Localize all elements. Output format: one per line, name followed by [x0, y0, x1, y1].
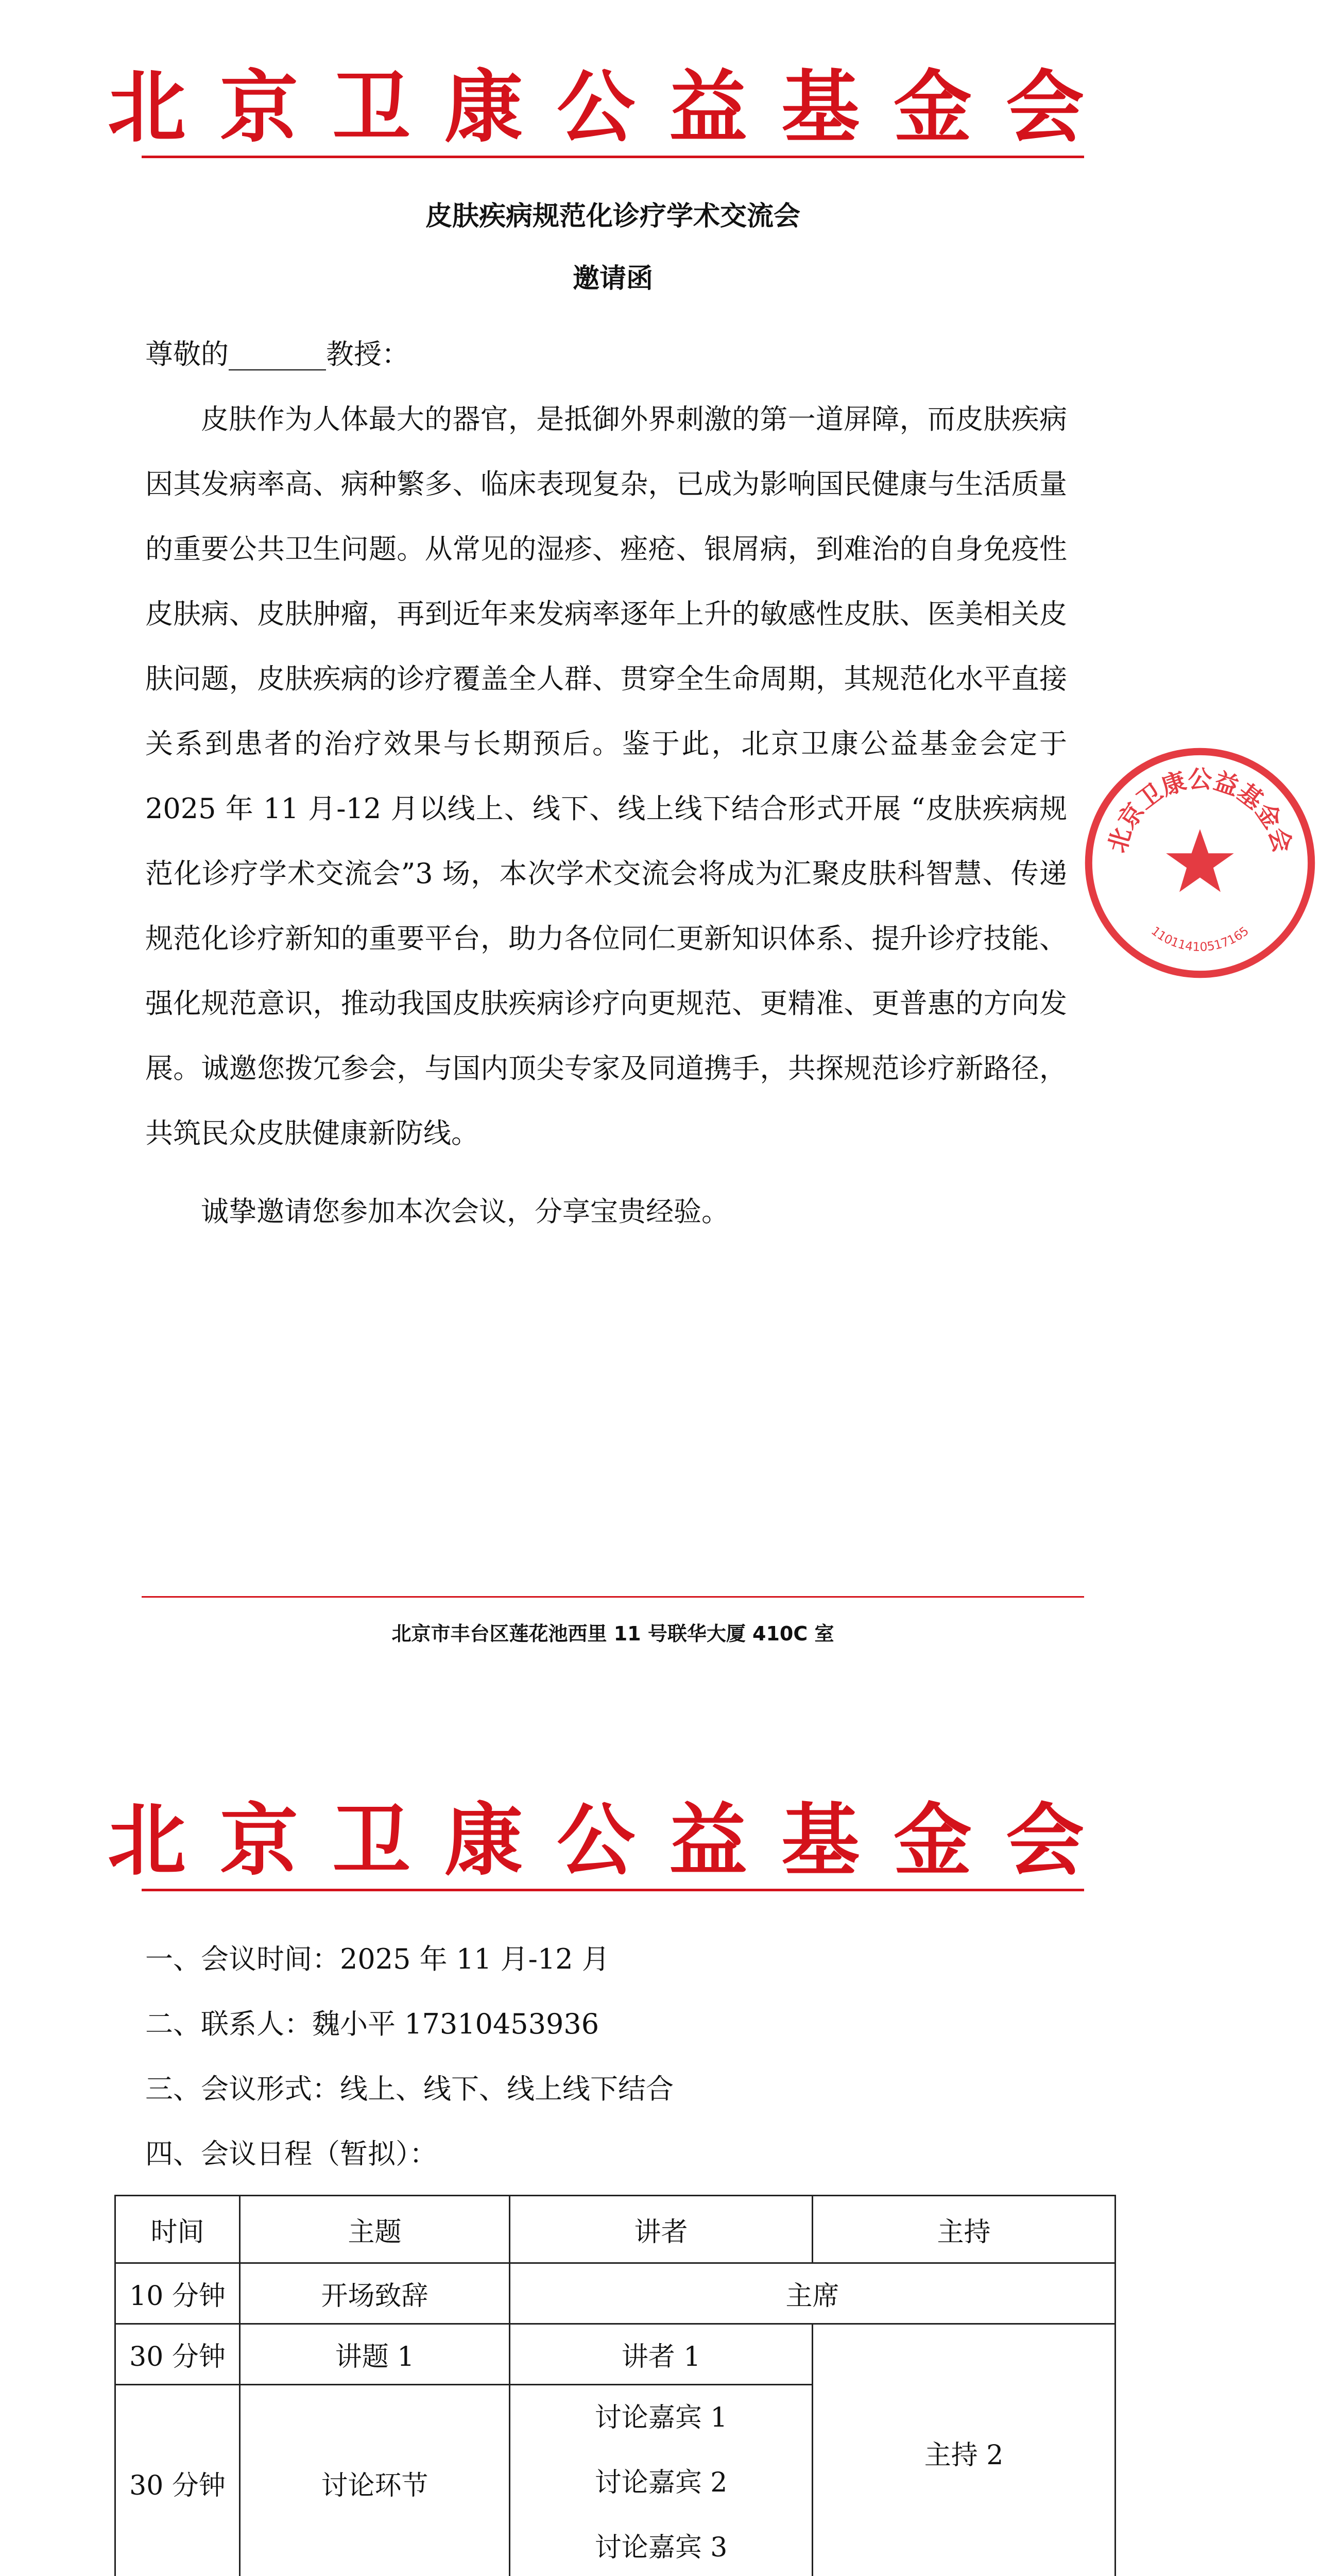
speaker-cell: 主席	[510, 2263, 1116, 2324]
topic-cell: 讨论环节	[240, 2385, 510, 2576]
letter-body	[145, 322, 1067, 1244]
host-cell: 主持 2	[813, 2324, 1116, 2576]
letterhead-title: 北京卫康公益基金会	[108, 61, 1118, 153]
table-row	[115, 2324, 1116, 2385]
letterhead-rule	[142, 1889, 1084, 1891]
invitation-paragraph: 皮肤作为人体最大的器官，是抵御外界刺激的第一道屏障，而皮肤疾病因其发病率高、病种繁多、临床表现复杂，已成为影响国民健康与生活质量的重要公共卫生问题。从常见的湿疹、痤疮、银屑病，到难治的自身免疫性皮肤病、皮肤肿瘤，再到近年来发病率逐年上升的敏感性皮肤、医美相关皮肤问题，皮肤疾病的诊疗覆盖全人群、贯穿全生命周期，其规范化水平直接关系到患者的治疗效果与长期预后。鉴于此，北京卫康公益基金会定于 2025 年 11 月-12 月以线上、线下、线上线下结合形式开展 “皮肤疾病规范化诊疗学术交流会”3 场，本次学术交流会将成为汇聚皮肤科智慧、传递规范化诊疗新知的重要平台，助力各位同仁更新知识体系、提升诊疗技能、强化规范意识，推动我国皮肤疾病诊疗向更规范、更精准、更普惠的方向发展。诚邀您拨冗参会，与国内顶尖专家及同道携手，共探规范诊疗新路径，共筑民众皮肤健康新防线。	[145, 403, 1067, 1149]
seal-text: 北京卫康公益基金会	[1103, 766, 1297, 856]
time-cell: 30 分钟	[115, 2324, 240, 2385]
topic-cell: 开场致辞	[240, 2263, 510, 2324]
time-cell: 30 分钟	[115, 2385, 240, 2576]
time-cell: 10 分钟	[115, 2263, 240, 2324]
seal-number: 11011410517165	[1148, 923, 1251, 955]
document-title: 皮肤疾病规范化诊疗学术交流会	[425, 201, 800, 232]
header-cell: 讲者	[510, 2196, 813, 2263]
topic-cell: 讲题 1	[240, 2324, 510, 2385]
agenda-table	[114, 2195, 1116, 2576]
guest-name: 讨论嘉宾 3	[594, 2532, 728, 2563]
meeting-format: 三、会议形式：线上、线下、线上线下结合	[145, 2073, 674, 2105]
header-cell: 时间	[115, 2196, 240, 2263]
guest-name: 讨论嘉宾 1	[594, 2402, 728, 2433]
header-cell: 主题	[240, 2196, 510, 2263]
footer-address: 北京市丰台区莲花池西里 11 号联华大厦 410C 室	[391, 1622, 834, 1645]
letterhead-rule	[142, 156, 1084, 158]
footer-rule	[142, 1596, 1084, 1598]
document-subtitle: 邀请函	[572, 263, 653, 294]
guest-name: 讨论嘉宾 2	[594, 2467, 728, 2498]
guests-cell	[510, 2385, 813, 2576]
table-row	[115, 2263, 1116, 2324]
greeting: 尊敬的_______教授：	[145, 338, 409, 370]
closing-line: 诚挚邀请您参加本次会议，分享宝贵经验。	[201, 1195, 729, 1228]
speaker-cell: 讲者 1	[510, 2324, 813, 2385]
header-cell: 主持	[813, 2196, 1116, 2263]
meeting-contact: 二、联系人：魏小平 17310453936	[145, 2008, 599, 2040]
meeting-time: 一、会议时间：2025 年 11 月-12 月	[145, 1943, 610, 1975]
official-seal	[1079, 742, 1321, 984]
page-2	[0, 1733, 1226, 2576]
letterhead-title: 北京卫康公益基金会	[108, 1794, 1118, 1886]
svg-text:11011410517165	[1148, 924, 1251, 954]
table-header-row	[115, 2196, 1116, 2263]
schedule-heading: 四、会议日程（暂拟）：	[145, 2138, 437, 2170]
seal-graphic	[1079, 742, 1321, 984]
